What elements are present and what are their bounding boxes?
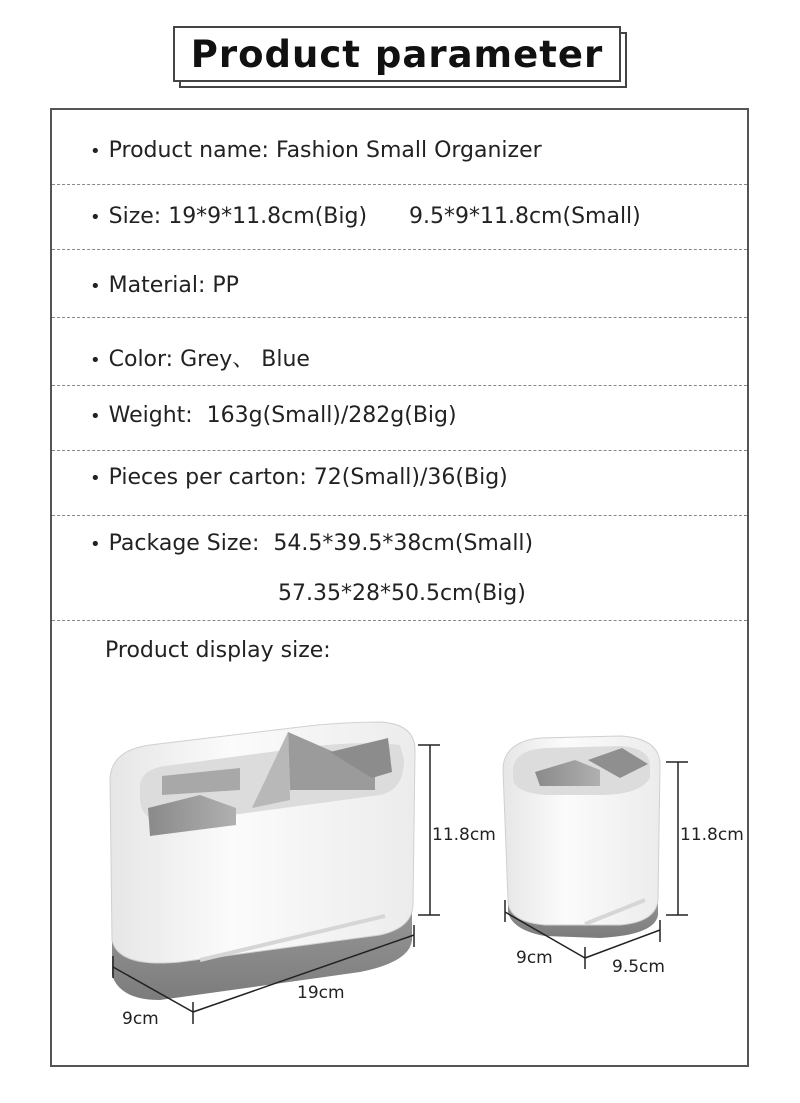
big-length-label: 19cm: [297, 983, 345, 1003]
bullet: •: [90, 276, 101, 297]
big-depth-label: 9cm: [122, 1009, 159, 1029]
param-text: Color: Grey、 Blue: [108, 347, 310, 372]
bullet: •: [90, 350, 101, 371]
bullet: •: [90, 207, 101, 228]
param-text: Size: 19*9*11.8cm(Big) 9.5*9*11.8cm(Small): [108, 204, 641, 229]
bullet: •: [90, 534, 101, 555]
param-text: Weight: 163g(Small)/282g(Big): [108, 403, 457, 428]
small-height-label: 11.8cm: [680, 825, 744, 845]
small-width-label: 9.5cm: [612, 957, 665, 977]
small-organizer: [503, 736, 660, 938]
small-depth-label: 9cm: [516, 948, 553, 968]
bullet: •: [90, 141, 101, 162]
param-text: Product name: Fashion Small Organizer: [108, 138, 542, 163]
display-size-label: Product display size:: [105, 638, 331, 663]
param-text: Pieces per carton: 72(Small)/36(Big): [108, 465, 508, 490]
big-organizer: [110, 722, 415, 1000]
big-height-label: 11.8cm: [432, 825, 496, 845]
param-text: Package Size: 54.5*39.5*38cm(Small): [108, 531, 534, 556]
param-text-line2: 57.35*28*50.5cm(Big): [278, 581, 526, 606]
bullet: •: [90, 406, 101, 427]
bullet: •: [90, 468, 101, 489]
page-title: Product parameter: [190, 32, 604, 76]
param-text: Material: PP: [108, 273, 239, 298]
